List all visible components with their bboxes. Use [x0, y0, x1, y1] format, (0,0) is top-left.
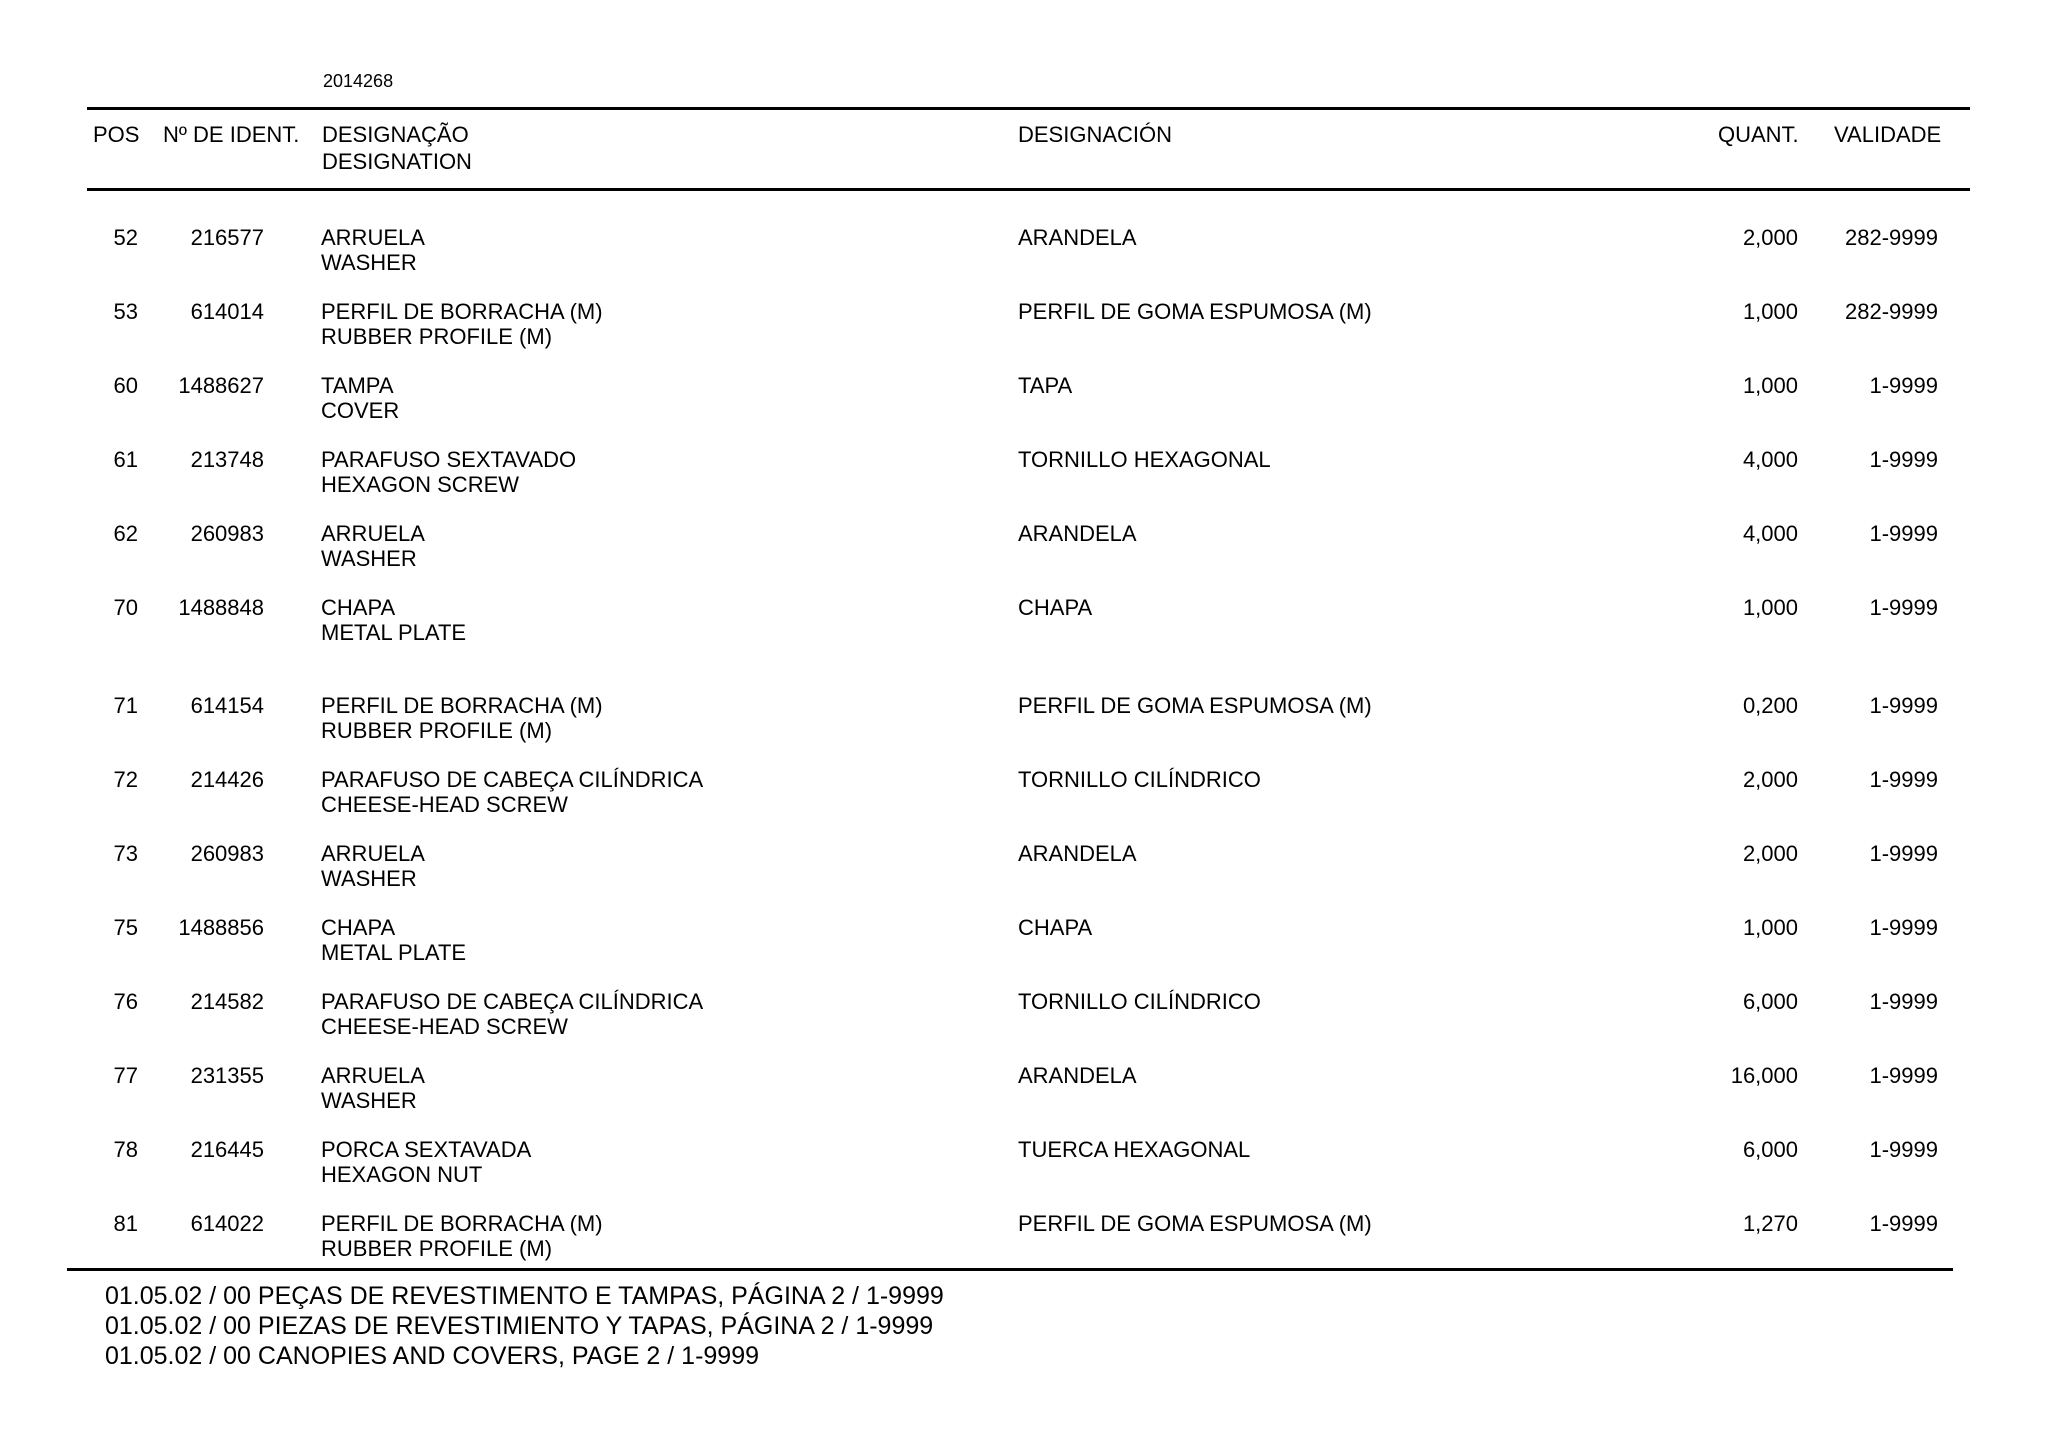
row-designation: CHEESE-HEAD SCREW — [321, 792, 568, 817]
row-designacao: PERFIL DE BORRACHA (M) — [321, 299, 603, 324]
row-ident: 1488856 — [178, 915, 264, 940]
row-pos: 61 — [113, 447, 138, 472]
header-designation-en: DESIGNATION — [322, 149, 472, 174]
row-designacao: PERFIL DE BORRACHA (M) — [321, 1211, 603, 1236]
row-designacion: CHAPA — [1018, 595, 1093, 620]
row-ident: 1488627 — [178, 373, 264, 398]
row-ident: 260983 — [190, 521, 264, 546]
row-designacion: CHAPA — [1018, 915, 1093, 940]
row-pos: 52 — [113, 225, 138, 250]
row-pos: 75 — [113, 915, 138, 940]
row-ident: 1488848 — [178, 595, 264, 620]
row-designacion: PERFIL DE GOMA ESPUMOSA (M) — [1018, 299, 1372, 324]
row-designacion: TUERCA HEXAGONAL — [1018, 1137, 1251, 1162]
table-row — [0, 767, 2048, 827]
row-pos: 62 — [113, 521, 138, 546]
row-quant: 0,200 — [1742, 693, 1798, 718]
table-row — [0, 915, 2048, 975]
table-row — [0, 299, 2048, 359]
row-designation: RUBBER PROFILE (M) — [321, 1236, 553, 1261]
row-designation: WASHER — [321, 1088, 417, 1113]
row-designation: COVER — [321, 398, 400, 423]
header-validade: VALIDADE — [1834, 122, 1942, 147]
row-ident: 260983 — [190, 841, 264, 866]
row-pos: 70 — [113, 595, 138, 620]
row-designacao: ARRUELA — [321, 225, 425, 250]
row-validade: 1-9999 — [1869, 1137, 1938, 1162]
table-row — [0, 1211, 2048, 1271]
footer-line-pt: 01.05.02 / 00 PEÇAS DE REVESTIMENTO E TAMPAS, PÁGINA 2 / 1-9999 — [105, 1282, 944, 1310]
row-validade: 282-9999 — [1845, 299, 1938, 324]
table-row — [0, 1063, 2048, 1123]
row-validade: 1-9999 — [1869, 373, 1938, 398]
row-ident: 614014 — [190, 299, 264, 324]
row-pos: 71 — [113, 693, 138, 718]
row-quant: 2,000 — [1742, 225, 1798, 250]
row-validade: 282-9999 — [1845, 225, 1938, 250]
row-designacao: TAMPA — [321, 373, 394, 398]
row-designacion: ARANDELA — [1018, 1063, 1137, 1088]
row-quant: 1,000 — [1742, 299, 1798, 324]
table-row — [0, 989, 2048, 1049]
row-pos: 76 — [113, 989, 138, 1014]
row-designation: CHEESE-HEAD SCREW — [321, 1014, 568, 1039]
table-row — [0, 373, 2048, 433]
row-designation: WASHER — [321, 546, 417, 571]
row-designacion: ARANDELA — [1018, 225, 1137, 250]
row-designacao: PARAFUSO SEXTAVADO — [321, 447, 577, 472]
table-row — [0, 225, 2048, 285]
header-designacion: DESIGNACIÓN — [1018, 122, 1173, 147]
row-pos: 72 — [113, 767, 138, 792]
header-pos: POS — [93, 122, 140, 147]
row-designacao: CHAPA — [321, 595, 396, 620]
row-quant: 1,270 — [1742, 1211, 1798, 1236]
document-id: 2014268 — [323, 71, 394, 91]
row-validade: 1-9999 — [1869, 595, 1938, 620]
footer-rule — [67, 1268, 1953, 1271]
row-validade: 1-9999 — [1869, 521, 1938, 546]
header-quant: QUANT. — [1718, 122, 1799, 147]
row-quant: 4,000 — [1742, 521, 1798, 546]
row-pos: 60 — [113, 373, 138, 398]
row-quant: 2,000 — [1742, 841, 1798, 866]
row-designation: HEXAGON SCREW — [321, 472, 520, 497]
row-ident: 614022 — [190, 1211, 264, 1236]
table-row — [0, 1137, 2048, 1197]
row-designacion: TORNILLO CILÍNDRICO — [1018, 989, 1261, 1014]
row-designacao: PERFIL DE BORRACHA (M) — [321, 693, 603, 718]
row-designacao: PARAFUSO DE CABEÇA CILÍNDRICA — [321, 767, 704, 792]
row-quant: 1,000 — [1742, 595, 1798, 620]
table-row — [0, 447, 2048, 507]
header-designacao: DESIGNAÇÃO — [322, 122, 469, 147]
row-pos: 53 — [113, 299, 138, 324]
row-designacion: ARANDELA — [1018, 521, 1137, 546]
row-designacao: ARRUELA — [321, 841, 425, 866]
row-designation: RUBBER PROFILE (M) — [321, 324, 553, 349]
row-quant: 2,000 — [1742, 767, 1798, 792]
row-designacao: PARAFUSO DE CABEÇA CILÍNDRICA — [321, 989, 704, 1014]
row-ident: 216445 — [190, 1137, 264, 1162]
row-designation: RUBBER PROFILE (M) — [321, 718, 553, 743]
header-ident: Nº DE IDENT. — [163, 122, 300, 147]
row-designacao: PORCA SEXTAVADA — [321, 1137, 532, 1162]
row-ident: 216577 — [190, 225, 264, 250]
row-pos: 81 — [113, 1211, 138, 1236]
row-quant: 1,000 — [1742, 915, 1798, 940]
row-validade: 1-9999 — [1869, 767, 1938, 792]
row-pos: 73 — [113, 841, 138, 866]
row-ident: 614154 — [190, 693, 264, 718]
row-designacao: CHAPA — [321, 915, 396, 940]
table-row — [0, 693, 2048, 753]
row-ident: 213748 — [190, 447, 264, 472]
row-designation: WASHER — [321, 250, 417, 275]
row-quant: 16,000 — [1730, 1063, 1798, 1088]
row-ident: 231355 — [190, 1063, 264, 1088]
row-designacion: TAPA — [1018, 373, 1073, 398]
row-validade: 1-9999 — [1869, 841, 1938, 866]
row-quant: 4,000 — [1742, 447, 1798, 472]
row-validade: 1-9999 — [1869, 1063, 1938, 1088]
table-row — [0, 841, 2048, 901]
row-designacao: ARRUELA — [321, 1063, 425, 1088]
row-validade: 1-9999 — [1869, 447, 1938, 472]
row-validade: 1-9999 — [1869, 915, 1938, 940]
page-footer — [105, 1281, 944, 1371]
row-designacion: ARANDELA — [1018, 841, 1137, 866]
row-quant: 6,000 — [1742, 1137, 1798, 1162]
table-row — [0, 595, 2048, 655]
table-row — [0, 521, 2048, 581]
row-validade: 1-9999 — [1869, 989, 1938, 1014]
footer-line-en: 01.05.02 / 00 CANOPIES AND COVERS, PAGE 2 / 1-9999 — [105, 1342, 760, 1370]
row-pos: 77 — [113, 1063, 138, 1088]
footer-line-es: 01.05.02 / 00 PIEZAS DE REVESTIMIENTO Y TAPAS, PÁGINA 2 / 1-9999 — [105, 1312, 934, 1340]
row-designation: METAL PLATE — [321, 940, 467, 965]
row-ident: 214426 — [190, 767, 264, 792]
row-designacion: TORNILLO HEXAGONAL — [1018, 447, 1271, 472]
row-designation: HEXAGON NUT — [321, 1162, 483, 1187]
row-designacion: PERFIL DE GOMA ESPUMOSA (M) — [1018, 693, 1372, 718]
row-validade: 1-9999 — [1869, 1211, 1938, 1236]
row-validade: 1-9999 — [1869, 693, 1938, 718]
row-pos: 78 — [113, 1137, 138, 1162]
row-quant: 6,000 — [1742, 989, 1798, 1014]
row-designation: METAL PLATE — [321, 620, 467, 645]
row-designation: WASHER — [321, 866, 417, 891]
row-ident: 214582 — [190, 989, 264, 1014]
row-quant: 1,000 — [1742, 373, 1798, 398]
row-designacao: ARRUELA — [321, 521, 425, 546]
row-designacion: PERFIL DE GOMA ESPUMOSA (M) — [1018, 1211, 1372, 1236]
row-designacion: TORNILLO CILÍNDRICO — [1018, 767, 1261, 792]
